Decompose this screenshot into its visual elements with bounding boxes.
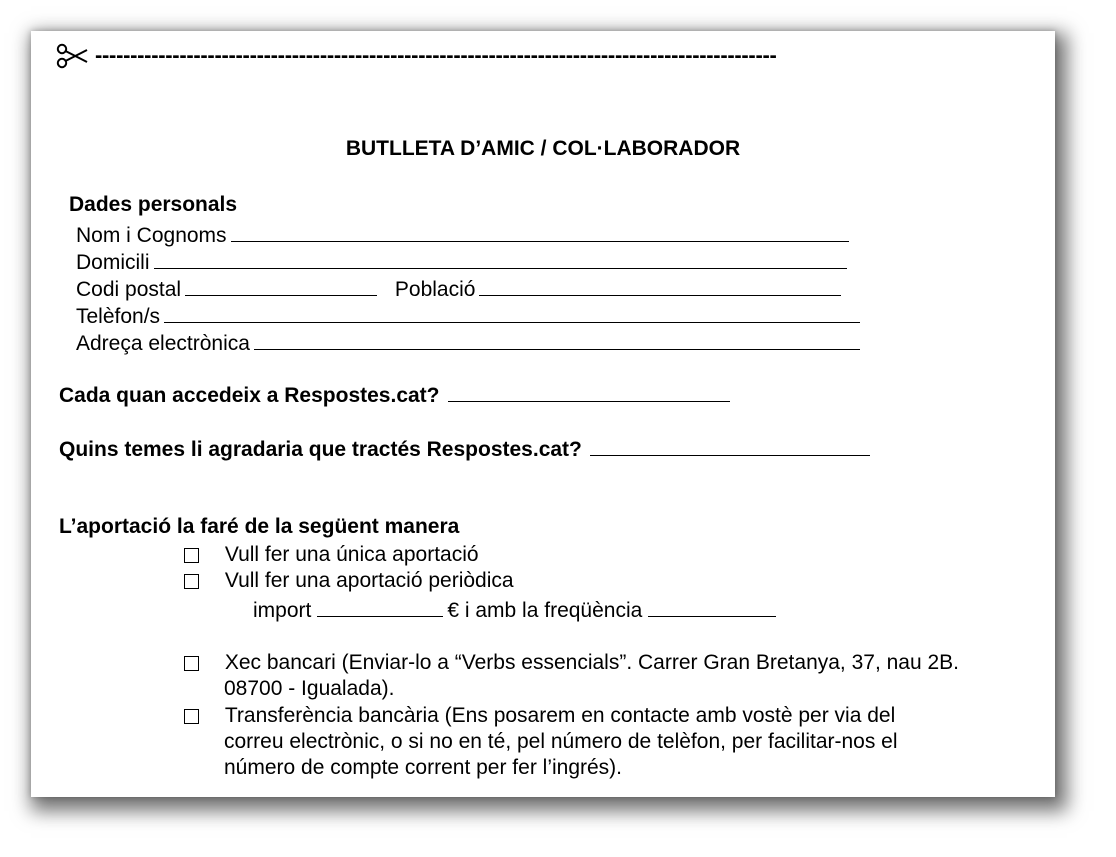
- address-label: Domicili: [76, 251, 150, 274]
- cut-dashes: -------------------------------------------------------------------------------------------------: [95, 42, 777, 68]
- opt-periodic-label: Vull fer una aportació periòdica: [224, 569, 514, 592]
- name-label: Nom i Cognoms: [76, 224, 227, 247]
- amount-field[interactable]: [317, 596, 443, 617]
- q1-row: [59, 381, 730, 408]
- amount-label: import: [253, 599, 312, 622]
- q1-label: Cada quan accedeix a Respostes.cat?: [59, 384, 440, 407]
- email-label: Adreça electrònica: [76, 332, 250, 355]
- single-checkbox[interactable]: [184, 548, 199, 563]
- euro-freq-label: € i amb la freqüència: [447, 599, 643, 622]
- phone-row: [76, 302, 860, 330]
- frequency-field[interactable]: [648, 596, 776, 617]
- q2-label: Quins temes li agradaria que tractés Respostes.cat?: [59, 438, 582, 461]
- name-row: [76, 221, 849, 249]
- periodic-checkbox[interactable]: [184, 574, 199, 589]
- email-row: [76, 329, 860, 357]
- form-sheet: [31, 31, 1055, 797]
- opt-single-label: Vull fer una única aportació: [224, 543, 479, 566]
- transfer-row: [184, 703, 895, 729]
- address-field[interactable]: [154, 248, 847, 269]
- postal-label: Codi postal: [76, 278, 182, 301]
- transfer-checkbox[interactable]: [184, 709, 199, 724]
- phone-field[interactable]: [164, 302, 860, 323]
- personal-heading: Dades personals: [69, 193, 238, 216]
- transfer-line-3: número de compte corrent per fer l’ingrés).: [224, 756, 623, 779]
- name-field[interactable]: [231, 221, 849, 242]
- postal-field[interactable]: [185, 275, 377, 296]
- city-label: Població: [394, 278, 476, 301]
- opt-periodic-row: [184, 568, 514, 594]
- transfer-line-1: Transferència bancària (Ens posarem en contacte amb vostè per via del: [224, 704, 896, 727]
- cheque-line-2: 08700 - Igualada).: [224, 677, 395, 700]
- contribution-heading: L’aportació la faré de la següent manera: [59, 515, 460, 538]
- postal-row: [76, 275, 841, 303]
- transfer-line-2: correu electrònic, o si no en té, pel número de telèfon, per facilitar-nos el: [224, 730, 898, 753]
- cut-line: [55, 41, 777, 69]
- form-title: BUTLLETA D’AMIC / COL·LABORADOR: [345, 137, 741, 160]
- opt-single-row: [184, 542, 479, 568]
- cheque-row: [184, 650, 959, 676]
- amount-row: [253, 596, 776, 624]
- address-row: [76, 248, 847, 276]
- cheque-checkbox[interactable]: [184, 656, 199, 671]
- email-field[interactable]: [254, 329, 860, 350]
- q1-field[interactable]: [448, 381, 730, 402]
- q2-row: [59, 435, 870, 462]
- city-field[interactable]: [479, 275, 841, 296]
- phone-label: Telèfon/s: [76, 305, 161, 328]
- q2-field[interactable]: [590, 435, 870, 456]
- scissors-icon: [55, 43, 89, 69]
- cheque-line-1: Xec bancari (Enviar-lo a “Verbs essencials”. Carrer Gran Bretanya, 37, nau 2B.: [224, 651, 960, 674]
